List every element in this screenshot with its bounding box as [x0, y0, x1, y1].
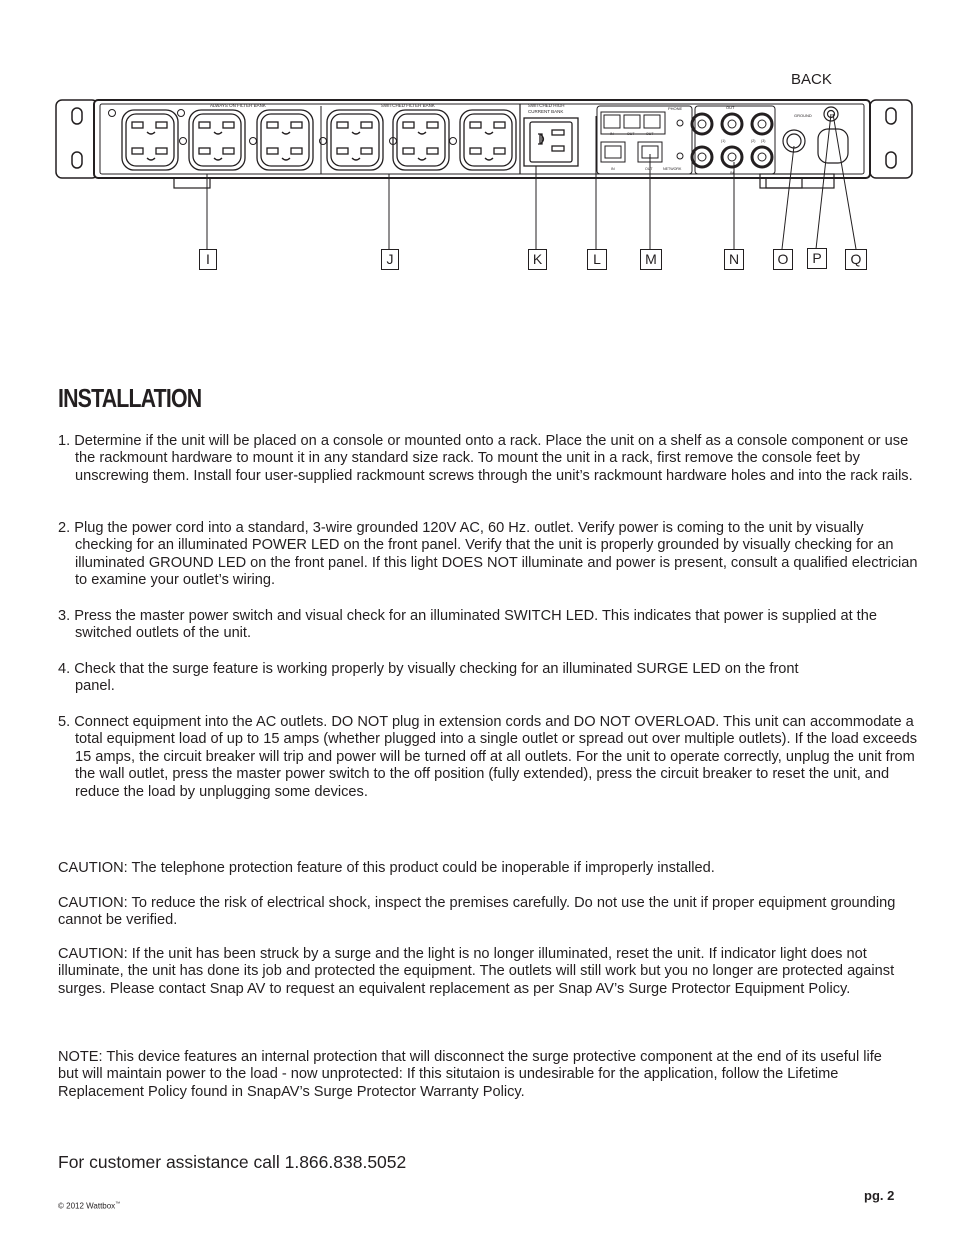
phone-out-label-2: OUT — [646, 132, 654, 136]
callout-k: K — [528, 249, 547, 270]
coax-label-1: (1) — [721, 139, 726, 143]
high-current-label-2: CURRENT BANK — [528, 109, 564, 114]
installation-step-2: 2. Plug the power cord into a standard, 3-wire grounded 120V AC, 60 Hz. outlet. Verify power is coming to the unit by visually checking for an illuminated POWER LED on the front panel. Verify that the unit is properly grounded by visually checking for an illuminated GROUND LED on the front panel. If this light DOES NOT illuminate and power is present, consult a qualified electrician to examine your outlet’s wiring. — [58, 520, 918, 589]
installation-heading: INSTALLATION — [58, 383, 202, 413]
phone-out-label-1: OUT — [627, 132, 635, 136]
customer-assistance: For customer assistance call 1.866.838.5052 — [58, 1152, 407, 1172]
caution-telephone: CAUTION: The telephone protection feature of this product could be inoperable if improperly installed. — [58, 860, 715, 876]
installation-step-1: 1. Determine if the unit will be placed on a console or mounted onto a rack. Place the unit on a shelf as a console component or use the rackmount hardware to mount it in any standard size rack. To mount the unit in a rack, first remove the console feet by unscrewing them. Install four user-supplied rackmount screws through the unit’s rackmount hardware holes and into the rack rails. — [58, 433, 913, 484]
phone-in-label: IN — [610, 132, 614, 136]
console-foot-right — [766, 178, 802, 188]
installation-step-5: 5. Connect equipment into the AC outlets. DO NOT plug in extension cords and DO NOT OVERLOAD. This unit can accommodate a total equipment load of up to 15 amps (whether plugged into a single outlet or spread out over multiple outlets). If the load exceeds 15 amps, the circuit breaker will trip and power will be turned off at all outlets. For the unit to operate correctly, unplug the unit from the wall outlet, press the master power switch to the off position (fully extended), press the circuit breaker to reset the unit, and reduce the load by unplugging some devices. — [58, 714, 918, 800]
installation-step-4: 4. Check that the surge feature is working properly by visually checking for an illuminated SURGE LED on the front panel. — [58, 661, 799, 695]
always-on-bank-label: ALWAYS ON FILTER BANK — [210, 103, 266, 108]
callout-m: M — [640, 249, 662, 270]
callout-n: N — [724, 249, 744, 270]
rack-ear-right — [870, 100, 912, 178]
phone-label: PHONE — [668, 106, 683, 111]
console-foot-left — [174, 178, 210, 188]
switched-bank-label: SWITCHED FILTER BANK — [381, 103, 435, 108]
coax-label-2: (2) — [751, 139, 756, 143]
network-out-label: OUT — [645, 167, 653, 171]
network-in-label: IN — [611, 167, 615, 171]
callout-p: P — [807, 248, 827, 269]
callout-o: O — [773, 249, 793, 270]
rack-ear-left — [56, 100, 98, 178]
coax-label-3: (3) — [761, 139, 766, 143]
back-label: BACK — [791, 71, 832, 88]
caution-surge: CAUTION: If the unit has been struck by a surge and the light is no longer illuminated, reset the unit. If indicator light does not illuminate, the unit has done its job and protected the equipment. The outlets will still work but you no longer are protected against surges. Please contact Snap AV to request an equivalent replacement as per Snap AV’s Surge Protector Equipment Policy. — [58, 946, 895, 997]
callout-j: J — [381, 249, 399, 270]
coax-out-label: OUT — [726, 105, 735, 110]
trademark-symbol: ™ — [115, 1201, 121, 1207]
ground-label: GROUND — [794, 113, 812, 118]
callout-l: L — [587, 249, 607, 270]
copyright-text: © 2012 Wattbox — [58, 1201, 116, 1211]
note-protection: NOTE: This device features an internal protection that will disconnect the surge protective component at the end of its useful life but will maintain power to the load - now unprotected: If this situtaion is undesirable for the application, follow the Lifetime Replacement Policy found in SnapAV’s Surge Protector Warranty Policy. — [58, 1049, 882, 1100]
callout-i: I — [199, 249, 217, 270]
high-current-label-1: SWITCHED HIGH — [528, 103, 565, 108]
copyright — [58, 1201, 120, 1211]
callout-q: Q — [845, 249, 867, 270]
installation-step-3: 3. Press the master power switch and visual check for an illuminated SWITCH LED. This indicates that power is supplied at the switched outlets of the unit. — [58, 608, 877, 642]
coax-in-label: IN — [730, 171, 734, 175]
caution-shock: CAUTION: To reduce the risk of electrical shock, inspect the premises carefully. Do not use the unit if proper equipment grounding cannot be verified. — [58, 895, 896, 929]
page-number: pg. 2 — [864, 1188, 895, 1203]
network-label: NETWORK — [663, 167, 682, 171]
